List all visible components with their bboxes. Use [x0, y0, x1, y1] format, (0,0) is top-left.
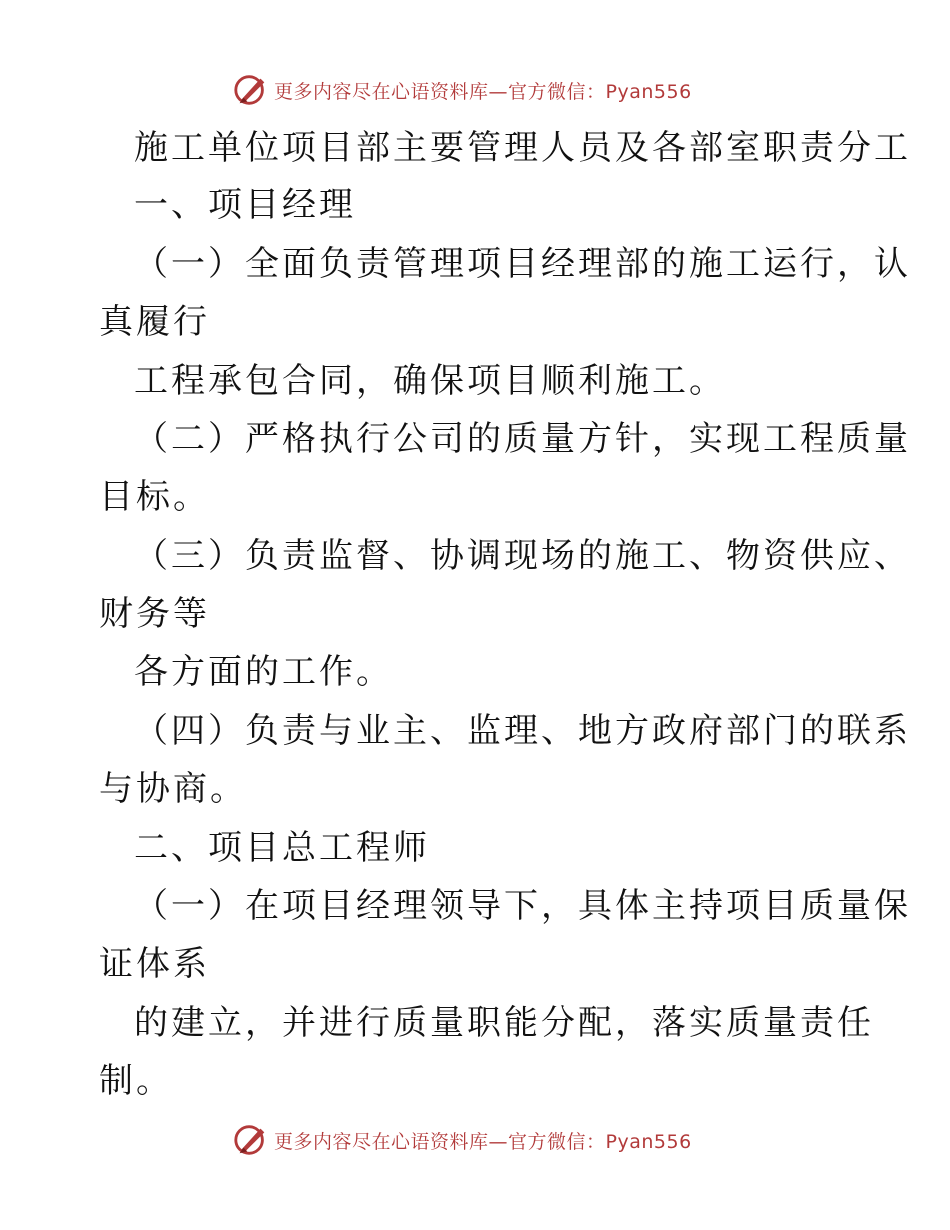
paragraph-line: （二）严格执行公司的质量方针，实现工程质量 — [134, 419, 911, 459]
paragraph-line: 真履行 — [99, 302, 210, 342]
paragraph-line: 证体系 — [99, 944, 210, 984]
quill-pen-circle-icon — [232, 71, 270, 109]
watermark-banner-top — [232, 70, 732, 110]
paragraph-line: （一）全面负责管理项目经理部的施工运行，认 — [134, 244, 911, 284]
paragraph-line: 制。 — [99, 1061, 173, 1101]
paragraph-line: 目标。 — [99, 477, 210, 517]
paragraph-line: 与协商。 — [99, 769, 247, 809]
watermark-text: 更多内容尽在心语资料库—官方微信：Pyan556 — [274, 80, 692, 103]
paragraph-line: 各方面的工作。 — [134, 652, 393, 692]
document-title: 施工单位项目部主要管理人员及各部室职责分工 — [134, 128, 911, 168]
paragraph-line: （一）在项目经理领导下，具体主持项目质量保 — [134, 886, 911, 926]
watermark-text: 更多内容尽在心语资料库—官方微信：Pyan556 — [274, 1130, 692, 1153]
watermark-banner-bottom — [232, 1120, 732, 1160]
paragraph-line: 的建立，并进行质量职能分配，落实质量责任 — [134, 1003, 874, 1043]
section-heading: 二、项目总工程师 — [134, 828, 430, 868]
section-heading: 一、项目经理 — [134, 185, 356, 225]
quill-pen-circle-icon — [232, 1121, 270, 1159]
paragraph-line: （三）负责监督、协调现场的施工、物资供应、 — [134, 536, 911, 576]
paragraph-line: 工程承包合同，确保项目顺利施工。 — [134, 361, 726, 401]
paragraph-line: 财务等 — [99, 594, 210, 634]
paragraph-line: （四）负责与业主、监理、地方政府部门的联系 — [134, 711, 911, 751]
